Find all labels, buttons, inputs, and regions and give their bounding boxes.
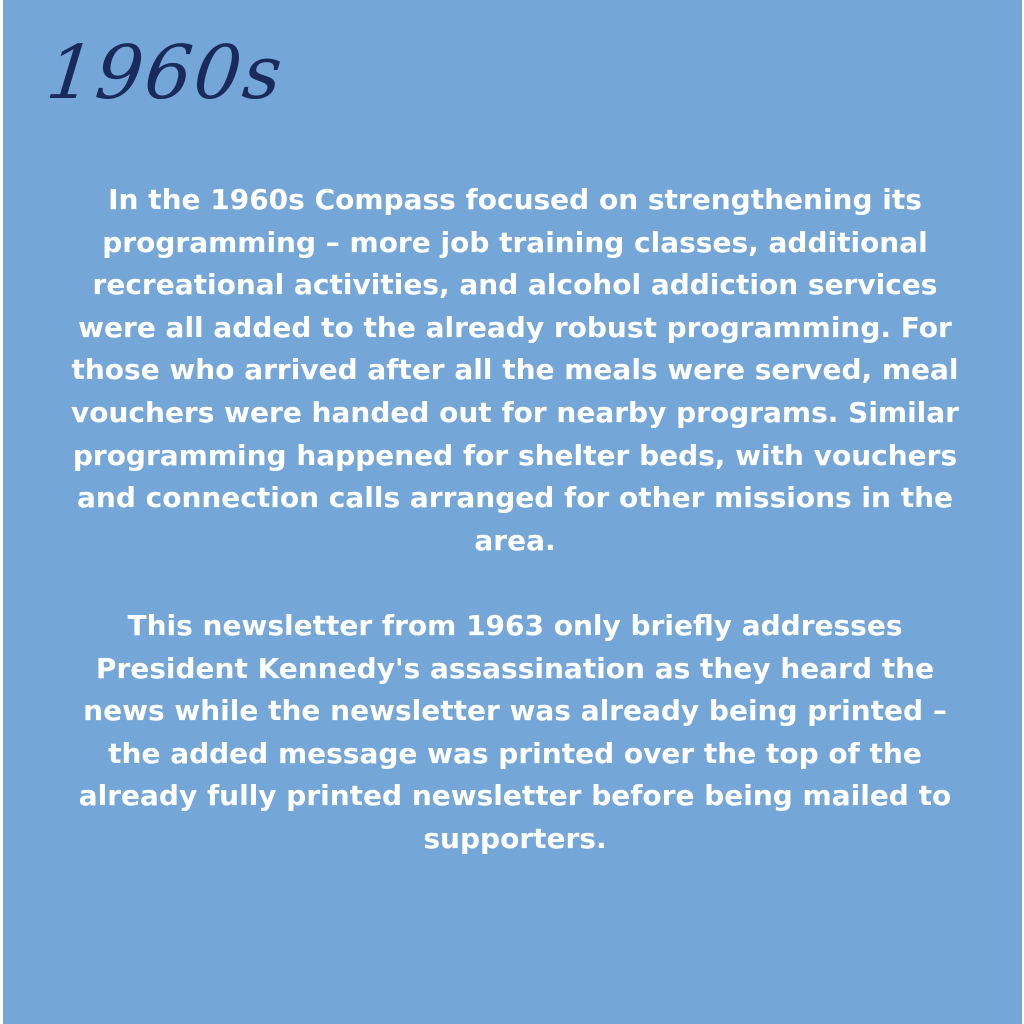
history-paragraph-1960s: In the 1960s Compass focused on strengthening its programming – more job training classes, additional recreational activities, and alcohol addiction services were all added to the already robust programming. For those who arrived after all the meals were served, meal vouchers were handed out for nearby programs. Similar programming happened for shelter beds, with vouchers and connection calls arranged for other missions in the area. [70,183,959,557]
history-text [61,179,969,861]
history-card [3,0,1022,1024]
history-paragraph-newsletter: This newsletter from 1963 only briefly addresses President Kennedy's assassination as they heard the news while the newsletter was already being printed – the added message was printed over the top of the already fully printed newsletter before being mailed to supporters. [78,608,952,855]
decade-heading: 1960s [42,30,288,116]
